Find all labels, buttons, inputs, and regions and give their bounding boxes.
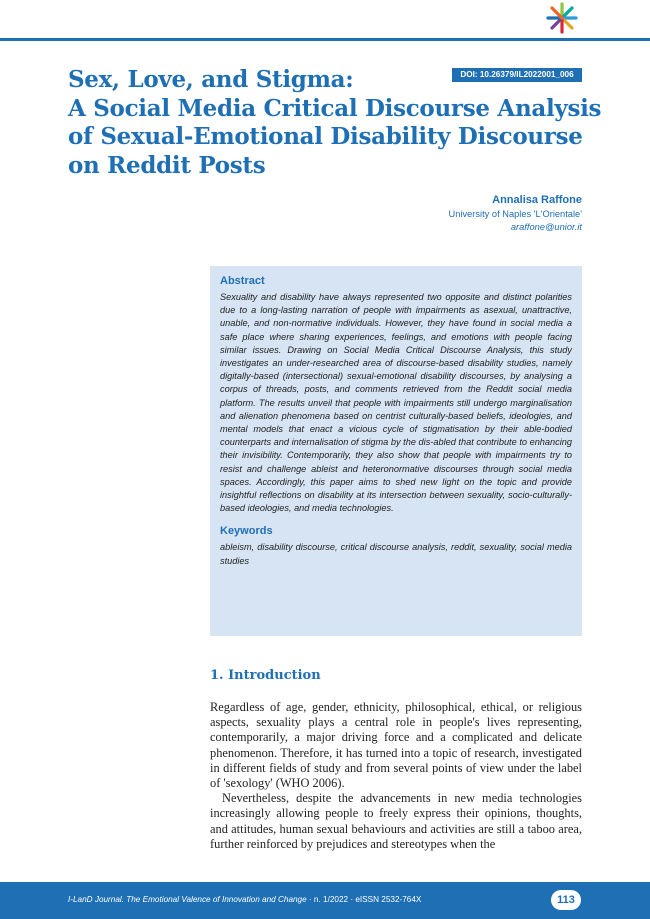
author-name: Annalisa Raffone bbox=[492, 194, 582, 206]
pinwheel-logo-icon bbox=[544, 0, 580, 36]
footer-journal-info bbox=[68, 895, 421, 904]
abstract-text: Sexuality and disability have always represented two opposite and distinct polarities due to a long-lasting narration of people with impairments as asexual, unattractive, unable, and non-normative individuals. However, they have found in social media a safe place where sharing experiences, feelings, and emotions with people facing similar issues. Drawing on Social Media Critical Discourse Analysis, this study investigates an under-researched area of discourse-based disability studies, namely digitally-based (intersectional) sexual-emotional disability discourses, by analysing a corpus of threads, posts, and comments retrieved from the Reddit social media platform. The results unveil that people with impairments still undergo marginalisation and alienation phenomena based on centrist culturally-based beliefs, ideologies, and mental models that enact a vicious cycle of stigmatisation by their able-bodied counterparts and internalisation of stigma by the dis-abled that contribute to enhancing their invisibility. Contemporarily, they also show that people with impairments try to resist and challenge ableist and heteronormative discourses through social media spaces. Accordingly, this paper aims to shed new light on the topic and provide insightful reflections on disability at its intersection between sexuality, socio-culturally-based ideologies, and media technologies. bbox=[220, 292, 572, 514]
author-email-link[interactable]: araffone@unior.it bbox=[510, 222, 582, 232]
header-rule bbox=[0, 38, 650, 41]
abstract-heading: Abstract bbox=[220, 275, 265, 287]
body-paragraph: Nevertheless, despite the advancements in new media technologies increasingly allowing people to freely express their opinions, thoughts, and attitudes, human sexual behaviours and activities are still a taboo area, further reinforced by prejudices and stereotypes when the bbox=[210, 791, 582, 851]
journal-name: I-LanD Journal. The Emotional Valence of Innovation and Change bbox=[68, 895, 307, 904]
body-paragraph: Regardless of age, gender, ethnicity, philosophical, ethical, or religious aspects, sexuality plays a central role in people's lives representing, contemporarily, a major driving force and a complicated and delicate phenomenon. Therefore, it has turned into a topic of research, investigated in different fields of study and from several points of view under the label of 'sexology' (WHO 2006). bbox=[210, 700, 582, 791]
keywords-heading: Keywords bbox=[220, 525, 273, 538]
title-line: Sex, Love, and Stigma: bbox=[68, 66, 354, 93]
page-footer bbox=[0, 882, 650, 919]
section-heading-introduction: 1. Introduction bbox=[210, 668, 321, 683]
page-number-badge: 113 bbox=[551, 890, 581, 910]
introduction-body bbox=[210, 700, 582, 852]
article-title bbox=[68, 66, 602, 180]
title-line: of Sexual-Emotional Disability Discourse bbox=[68, 123, 583, 150]
keywords-text: ableism, disability discourse, critical discourse analysis, reddit, sexuality, social media studies bbox=[220, 542, 572, 566]
author-block bbox=[449, 192, 582, 234]
journal-issue: · n. 1/2022 · eISSN 2532-764X bbox=[306, 895, 422, 904]
title-line: A Social Media Critical Discourse Analysis bbox=[68, 94, 602, 122]
doi-badge[interactable]: DOI: 10.26379/IL2022001_006 bbox=[452, 68, 582, 82]
abstract-box bbox=[210, 266, 582, 636]
author-affiliation: University of Naples 'L'Orientale' bbox=[448, 209, 582, 219]
title-line: on Reddit Posts bbox=[68, 151, 266, 179]
